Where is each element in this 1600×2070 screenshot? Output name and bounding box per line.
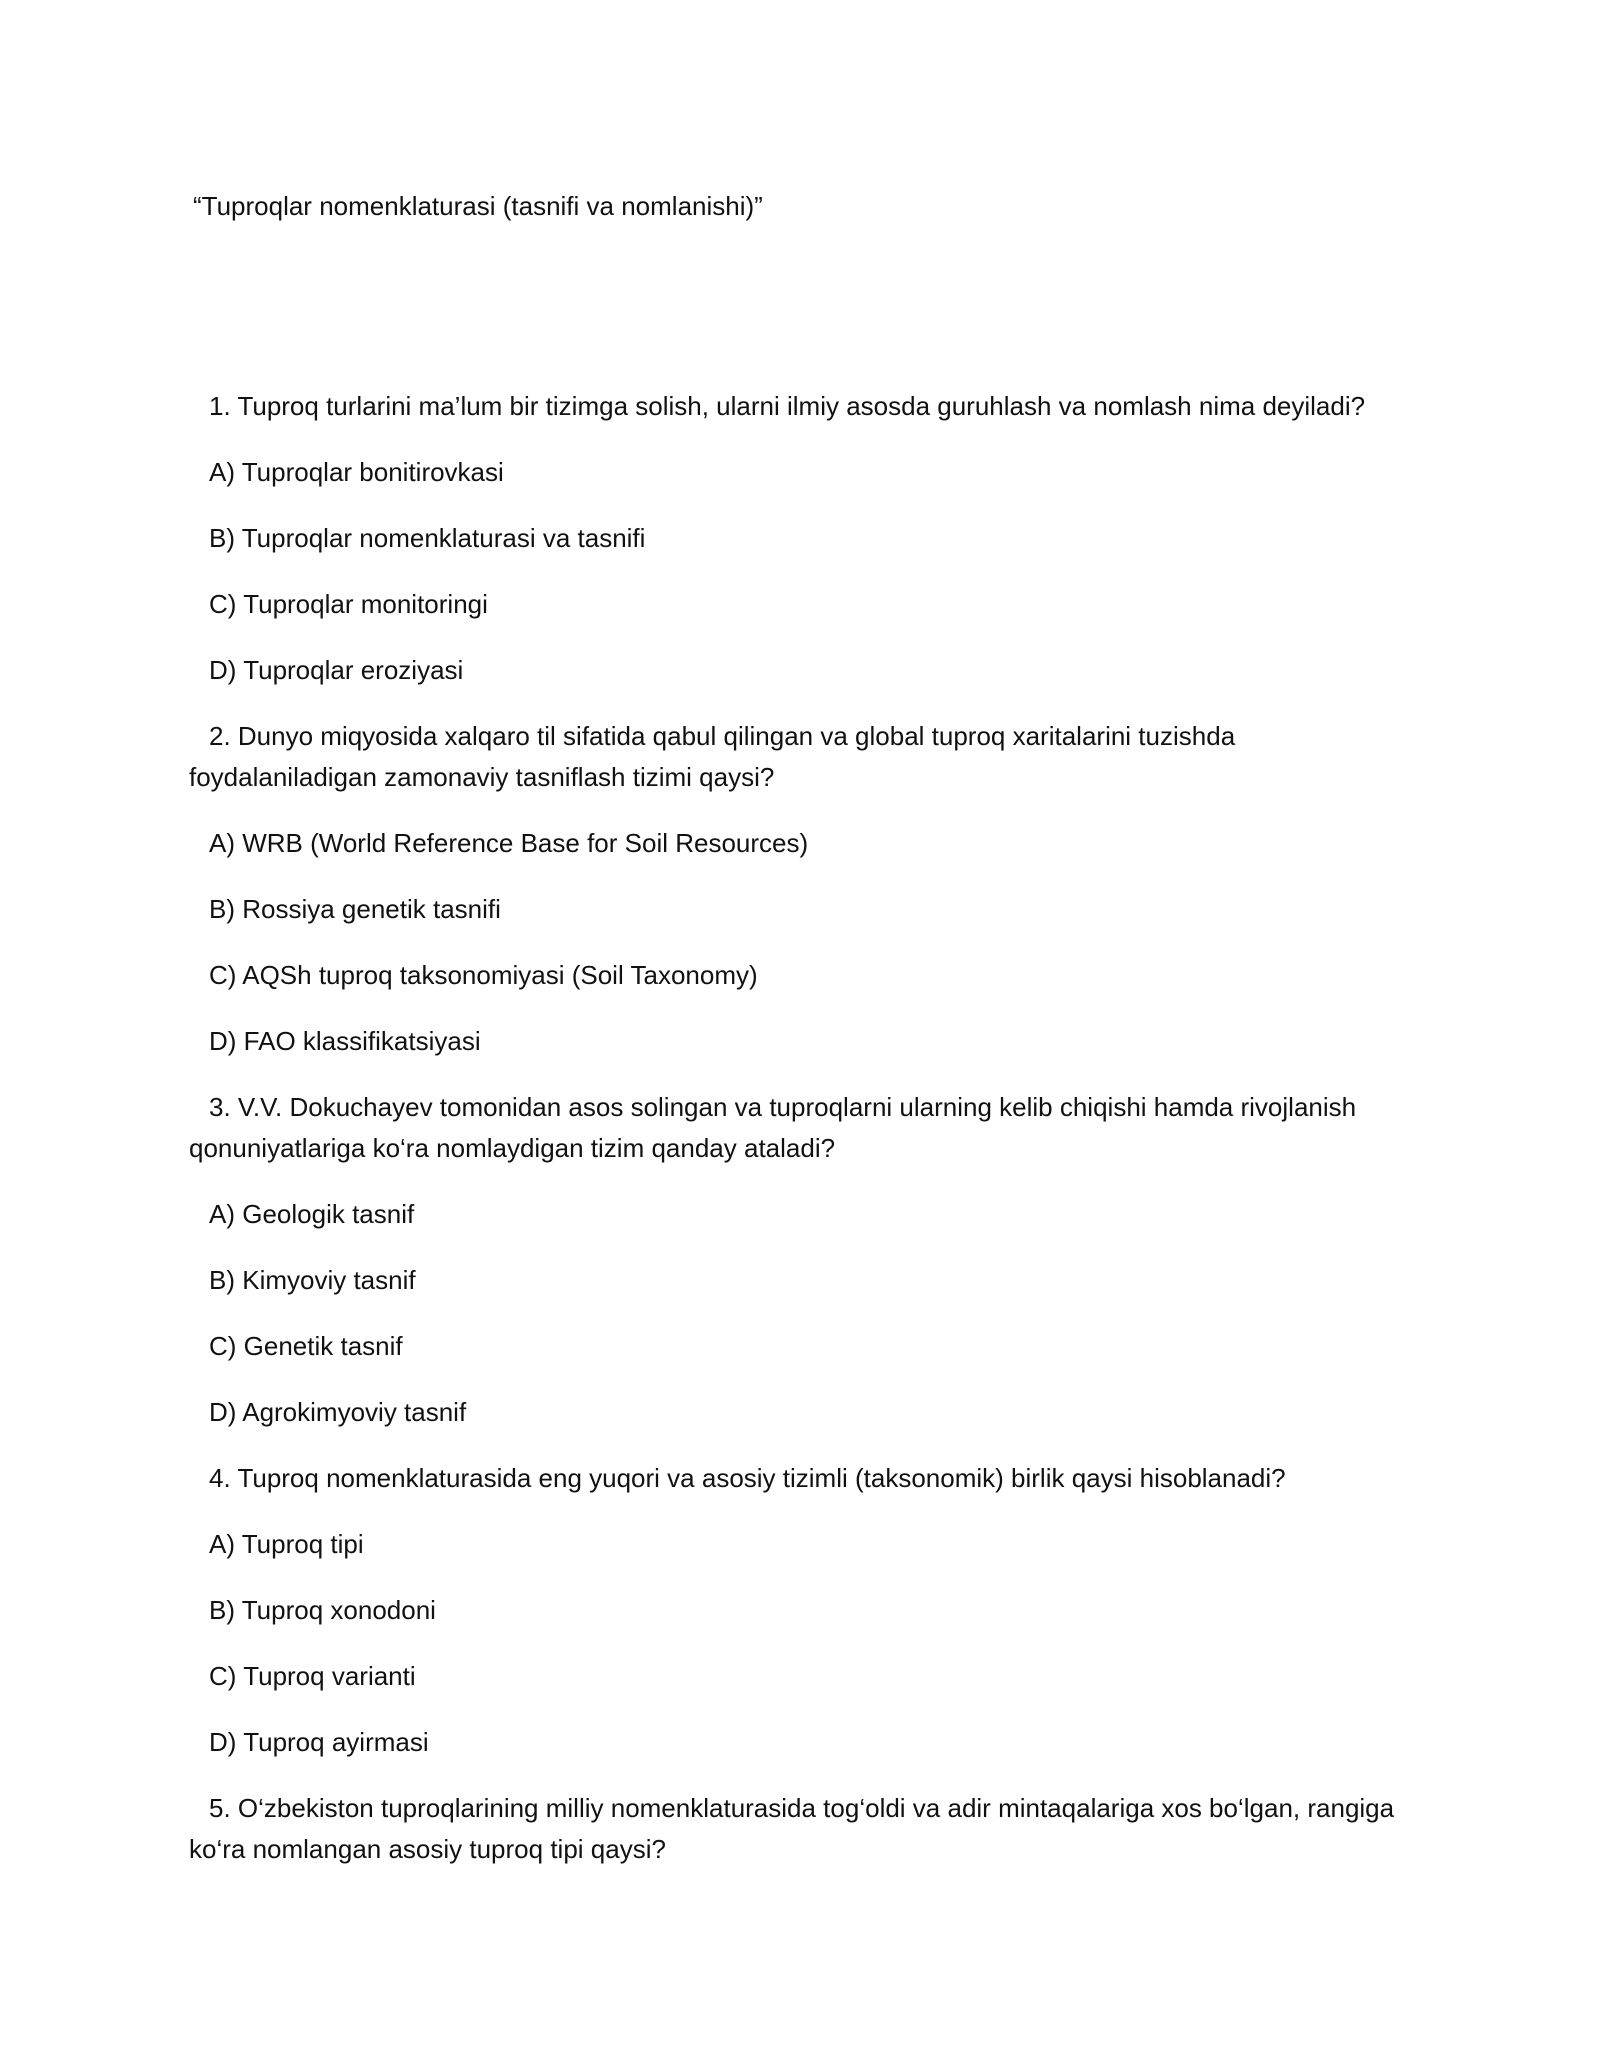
question-block (189, 1788, 1419, 1870)
answer-option: C) Tuproq varianti (209, 1661, 416, 1691)
question-block (189, 716, 1419, 1062)
question-text: 5. O‘zbekiston tuproqlarining milliy nomenklaturasida tog‘oldi va adir mintaqalariga xos bo‘lgan, rangiga ko‘ra nomlangan asosiy tuproq tipi qaysi? (189, 1793, 1395, 1864)
answer-option: D) Agrokimyoviy tasnif (209, 1397, 467, 1427)
answer-option: D) FAO klassifikatsiyasi (209, 1026, 481, 1056)
answer-option: C) Genetik tasnif (209, 1331, 403, 1361)
answer-option: A) Geologik tasnif (209, 1199, 415, 1229)
answer-options (189, 1524, 1419, 1763)
answer-option: D) Tuproqlar eroziyasi (209, 655, 464, 685)
answer-option: B) Rossiya genetik tasnifi (209, 894, 501, 924)
document-title: “Tuproqlar nomenklaturasi (tasnifi va nomlanishi)” (193, 191, 763, 221)
answer-options (189, 452, 1419, 691)
question-block (189, 1087, 1419, 1433)
question-block (189, 386, 1419, 691)
answer-options (189, 1194, 1419, 1433)
answer-options (189, 823, 1419, 1062)
answer-option: A) Tuproq tipi (209, 1529, 364, 1559)
question-text: 4. Tuproq nomenklaturasida eng yuqori va asosiy tizimli (taksonomik) birlik qaysi hisoblanadi? (209, 1463, 1286, 1493)
question-list (189, 386, 1419, 1895)
question-text: 3. V.V. Dokuchayev tomonidan asos solingan va tuproqlarni ularning kelib chiqishi hamda rivojlanish qonuniyatlariga ko‘ra nomlaydigan tizim qanday ataladi? (189, 1092, 1357, 1163)
answer-option: A) WRB (World Reference Base for Soil Resources) (209, 828, 809, 858)
answer-option: D) Tuproq ayirmasi (209, 1727, 429, 1757)
answer-option: B) Tuproq xonodoni (209, 1595, 436, 1625)
question-text: 1. Tuproq turlarini ma’lum bir tizimga solish, ularni ilmiy asosda guruhlash va nomlash nima deyiladi? (209, 391, 1366, 421)
answer-option: C) Tuproqlar monitoringi (209, 589, 488, 619)
question-text: 2. Dunyo miqyosida xalqaro til sifatida qabul qilingan va global tuproq xaritalarini tuzishda foydalaniladigan zamonaviy tasniflash tizimi qaysi? (189, 721, 1236, 792)
question-block (189, 1458, 1419, 1763)
answer-option: B) Kimyoviy tasnif (209, 1265, 416, 1295)
answer-option: B) Tuproqlar nomenklaturasi va tasnifi (209, 523, 646, 553)
answer-option: A) Tuproqlar bonitirovkasi (209, 457, 504, 487)
answer-option: C) AQSh tuproq taksonomiyasi (Soil Taxonomy) (209, 960, 758, 990)
